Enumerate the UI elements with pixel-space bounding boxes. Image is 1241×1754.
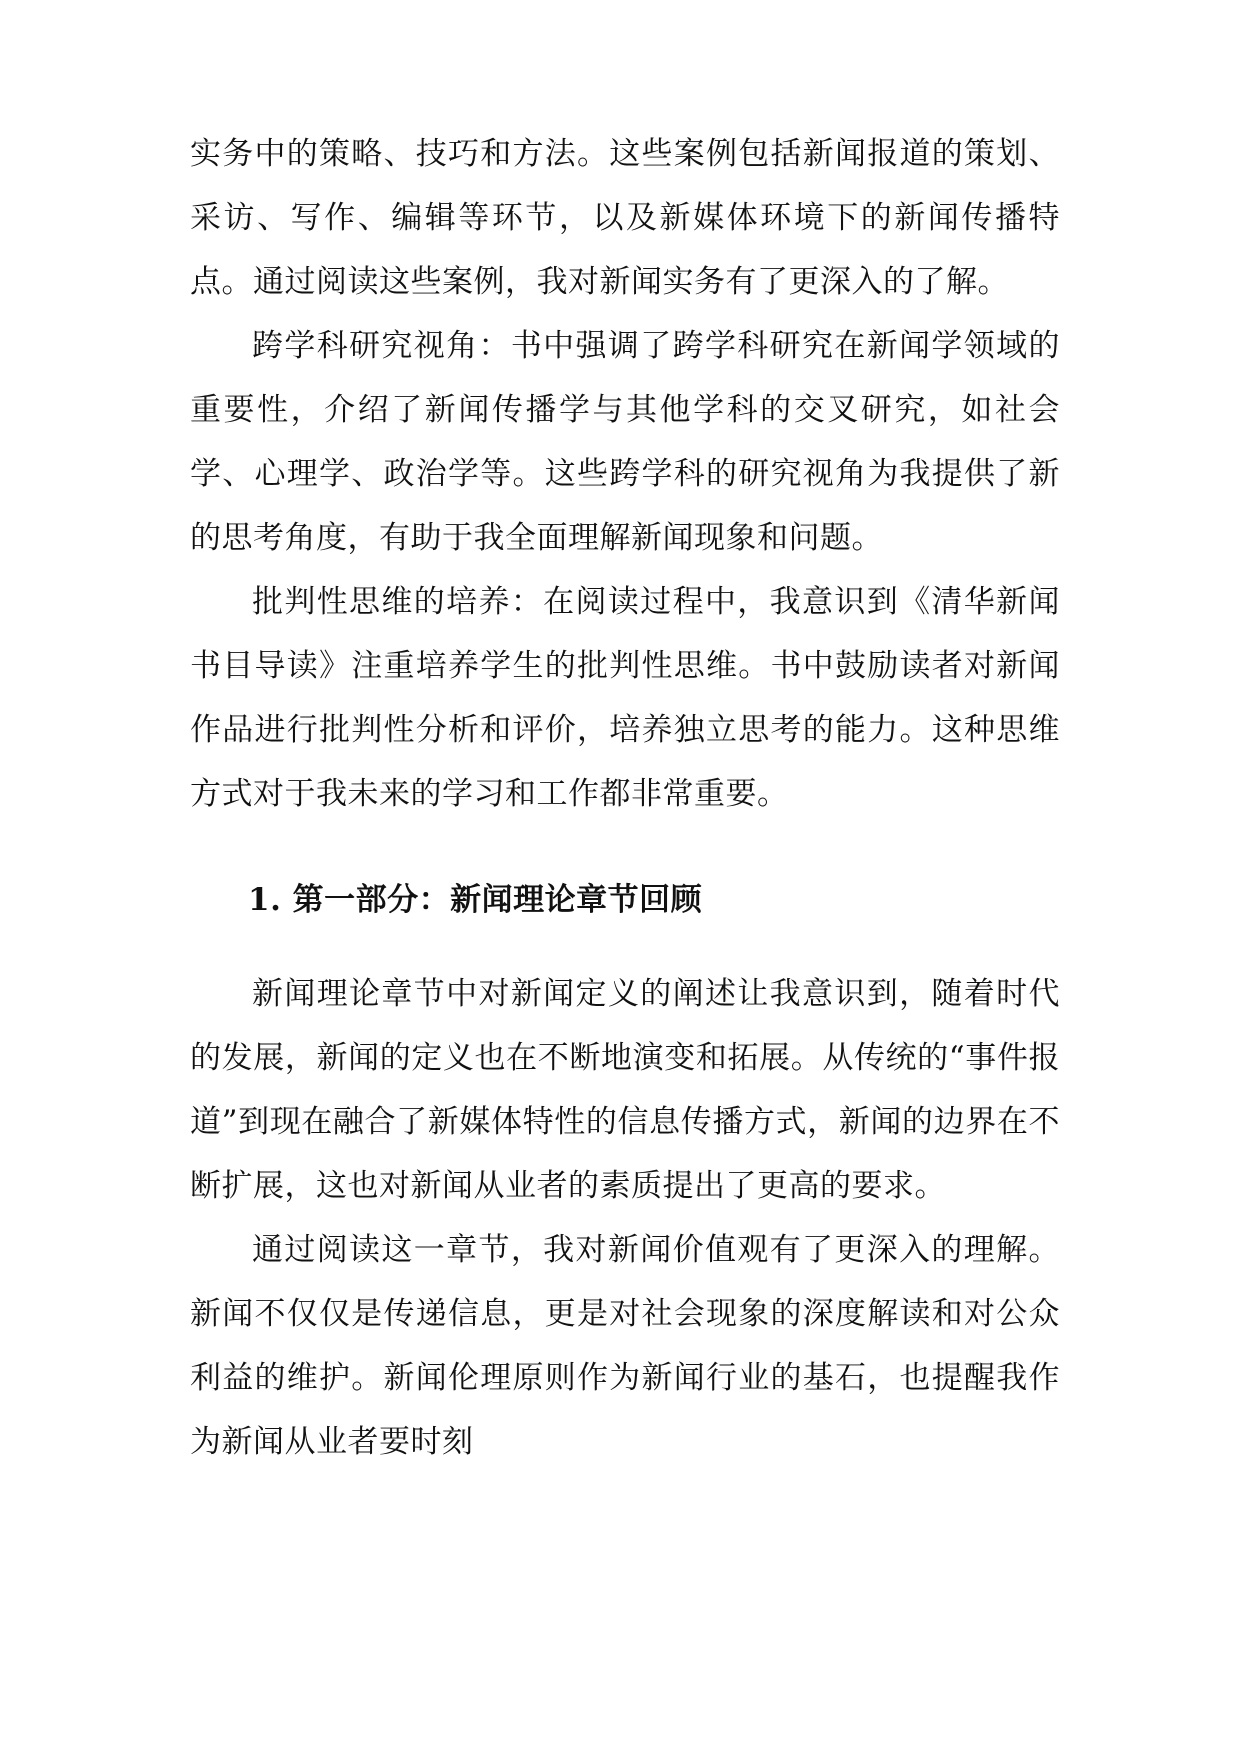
- paragraph-interdisciplinary: 跨学科研究视角：书中强调了跨学科研究在新闻学领域的重要性，介绍了新闻传播学与其他学科的交叉研究，如社会学、心理学、政治学等。这些跨学科的研究视角为我提供了新的思考角度，有助于我全面理解新闻现象和问题。: [190, 328, 1060, 556]
- paragraph-news-definition: 新闻理论章节中对新闻定义的阐述让我意识到，随着时代的发展，新闻的定义也在不断地演变和拓展。从传统的“事件报道”到现在融合了新媒体特性的信息传播方式，新闻的边界在不断扩展，这也对新闻从业者的素质提出了更高的要求。: [190, 976, 1060, 1204]
- paragraph-news-values: 通过阅读这一章节，我对新闻价值观有了更深入的理解。新闻不仅仅是传递信息，更是对社会现象的深度解读和对公众利益的维护。新闻伦理原则作为新闻行业的基石，也提醒我作为新闻从业者要时刻: [190, 1232, 1060, 1460]
- paragraph-critical-thinking: 批判性思维的培养：在阅读过程中，我意识到《清华新闻书目导读》注重培养学生的批判性思维。书中鼓励读者对新闻作品进行批判性分析和评价，培养独立思考的能力。这种思维方式对于我未来的学习和工作都非常重要。: [190, 584, 1060, 812]
- paragraph-practice-cases: 实务中的策略、技巧和方法。这些案例包括新闻报道的策划、采访、写作、编辑等环节，以及新媒体环境下的新闻传播特点。通过阅读这些案例，我对新闻实务有了更深入的了解。: [190, 136, 1060, 300]
- section-heading: 1. 第一部分：新闻理论章节回顾: [248, 882, 703, 918]
